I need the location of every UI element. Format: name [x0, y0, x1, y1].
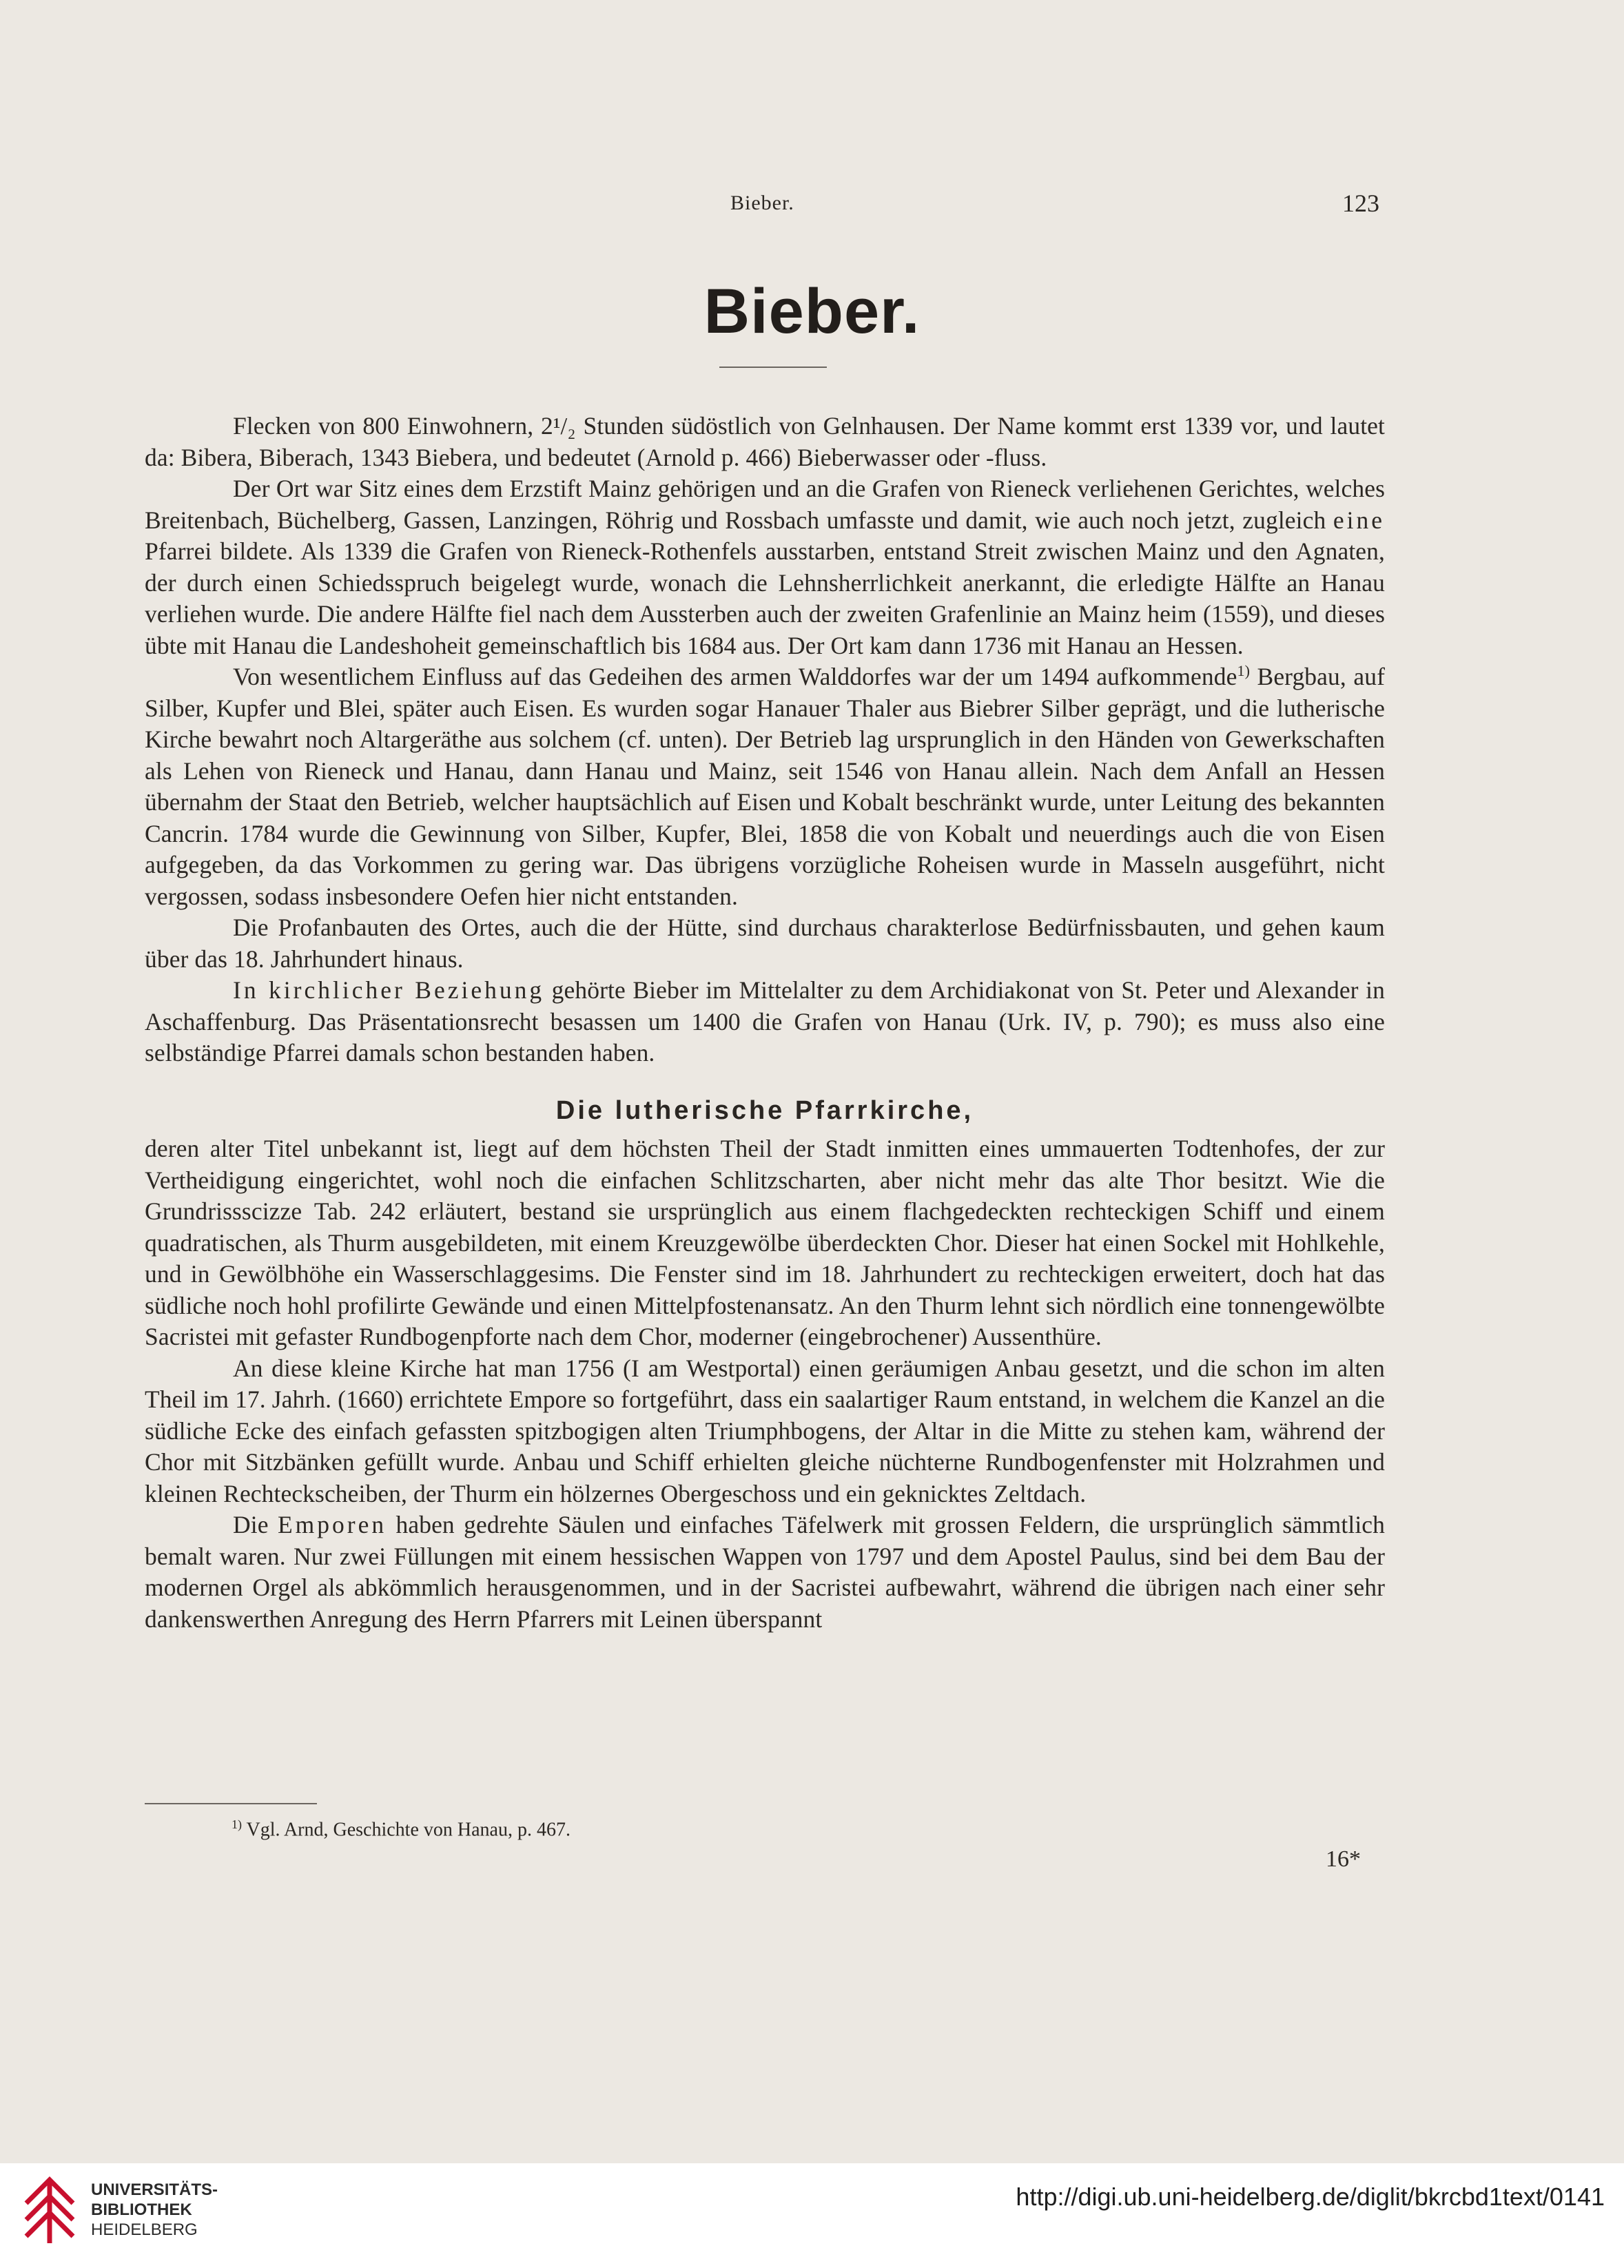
text-run: Von wesentlichem Einfluss auf das Gedeihen des armen Walddorfes war der um 1494 aufkommende: [233, 663, 1237, 690]
library-name-line: BIBLIOTHEK: [91, 2200, 192, 2219]
footnote-text: Vgl. Arnd, Geschichte von Hanau, p. 467.: [242, 1819, 571, 1841]
footnote-mark: 1): [232, 1817, 242, 1831]
permalink-url[interactable]: http://digi.ub.uni-heidelberg.de/diglit/bkrcbd1text/0141: [1016, 2183, 1605, 2211]
library-name-line: UNIVERSITÄTS-: [91, 2181, 218, 2199]
footnote-rule: [145, 1803, 317, 1804]
paragraph-kirchlich: [145, 975, 1385, 1069]
paragraph-history: [145, 473, 1385, 661]
text-run: Flecken von 800 Einwohnern, 2: [233, 412, 553, 440]
text-run: Stunden südöstlich von Gelnhausen. Der Name kommt erst 1339 vor, und lautet da: Bibera, Biberach, 1343 Biebera, und bedeutet (Arnold p. 466) Bieberwasser oder -fluss.: [145, 412, 1385, 471]
paragraph-church-description: deren alter Titel unbekannt ist, liegt auf dem höchsten Theil der Stadt inmitten eines ummauerten Todtenhofes, der zur Vertheidigung eingerichtet, wohl noch die einfachen Schlitzscharten, aber nicht mehr das alte Thor besitzt. Wie die Grundrissscizze Tab. 242 erläutert, bestand sie ursprünglich aus einem flachgedeckten rechteckigen Schiff und einem quadratischen, als Thurm ausgebildeten, mit einem Kreuzgewölbe überdeckten Chor. Dieser hat einen Sockel mit Hohlkehle, und in Gewölbhöhe ein Wasserschlaggesims. Die Fenster sind im 18. Jahrhundert zu rechteckigen erweitert, doch hat das südliche noch hohl profilirte Gewände und einen Mittelpfostenansatz. An den Thurm lehnt sich nördlich eine tonnengewölbte Sacristei mit gefaster Rundbogenpforte nach dem Chor, moderner (eingebrochener) Aussenthüre.: [145, 1135, 1385, 1350]
signature-mark: 16*: [1326, 1846, 1361, 1872]
title-rule: [719, 367, 827, 368]
running-head: Bieber.: [730, 192, 794, 214]
text-run: Der Ort war Sitz eines dem Erzstift Mainz gehörigen und an die Grafen von Rieneck verliehenen Gerichtes, welches Breitenbach, Büchelberg, Gassen, Lanzingen, Röhrig und Rossbach umfasste und damit, wie auch noch jetzt, zugleich: [145, 475, 1385, 534]
paragraph-mining: [145, 661, 1385, 912]
spaced-text: eine: [1333, 506, 1385, 534]
page-number: 123: [1342, 189, 1379, 217]
paragraph-intro: [145, 411, 1385, 473]
spaced-text: Emporen: [277, 1511, 387, 1538]
footer-bar: [0, 2163, 1624, 2268]
spaced-text: In kirchlicher Beziehung: [233, 976, 545, 1004]
library-logo-icon[interactable]: [18, 2172, 81, 2249]
paragraph-emporen: [145, 1509, 1385, 1635]
text-run: haben gedrehte Säulen und einfaches Täfelwerk mit grossen Feldern, die ursprünglich sämmtlich bemalt waren. Nur zwei Füllungen mit einem hessischen Wappen von 1797 und dem Apostel Paulus, sind bei dem Bau der modernen Orgel als abkömmlich herausgenommen, und in der Sacristei aufbewahrt, während die übrigen nach einer sehr dankenswerthen Anregung des Herrn Pfarrers mit Leinen überspannt: [145, 1511, 1385, 1633]
library-name[interactable]: [91, 2180, 218, 2240]
text-run: gehörte Bieber im Mittelalter zu dem Archidiakonat von St. Peter und Alexander in Aschaffenburg. Das Präsentationsrecht besassen um 1400 die Grafen von Hanau (Urk. IV, p. 790); es muss also eine selbständige Pfarrei damals schon bestanden haben.: [145, 976, 1385, 1066]
paragraph-church-extension: An diese kleine Kirche hat man 1756 (I am Westportal) einen geräumigen Anbau gesetzt, und die schon im alten Theil im 17. Jahrh. (1660) errichtete Empore so fortgeführt, dass ein saalartiger Raum entstand, in welchem die Kanzel an die südliche Ecke des einfach gefassten spitzbogigen alten Triumphbogens, der Altar in die Mitte zu stehen kam, während der Chor mit Sitzbänken gefüllt wurde. Anbau und Schiff erhielten gleiche nüchterne Rundbogenfenster mit Holzrahmen und kleinen Rechteckscheiben, der Thurm ein hölzernes Obergeschoss und ein geknicktes Zeltdach.: [145, 1354, 1385, 1507]
footnote: [232, 1817, 571, 1841]
fraction: ¹/₂: [553, 413, 576, 440]
text-run: Bergbau, auf Silber, Kupfer und Blei, später auch Eisen. Es wurden sogar Hanauer Thaler aus Biebrer Silber geprägt, und die lutherische Kirche bewahrt noch Altargeräthe aus solchem (cf. unten). Der Betrieb lag ursprunglich in den Händen von Gewerkschaften als Lehen von Rieneck und Hanau, dann Hanau und Mainz, seit 1546 von Hanau allein. Nach dem Anfall an Hessen übernahm der Staat den Betrieb, welcher hauptsächlich auf Eisen und Kobalt beschränkt wurde, unter Leitung des bekannten Cancrin. 1784 wurde die Gewinnung von Silber, Kupfer, Blei, 1858 die von Kobalt und neuerdings auch die von Eisen aufgegeben, da das Vorkommen zu gering war. Das übrigens vorzügliche Roheisen wurde in Masseln ausgeführt, nicht vergossen, sodass insbesondere Oefen hier nicht entstanden.: [145, 663, 1385, 910]
library-name-line: HEIDELBERG: [91, 2220, 198, 2239]
text-run: Die: [233, 1511, 278, 1538]
paragraph-profanbauten: Die Profanbauten des Ortes, auch die der Hütte, sind durchaus charakterlose Bedürfnissbauten, und gehen kaum über das 18. Jahrhundert hinaus.: [145, 914, 1385, 973]
text-run: Pfarrei bildete. Als 1339 die Grafen von Rieneck-Rothenfels ausstarben, entstand Streit zwischen Mainz und den Agnaten, der durch einen Schiedsspruch beigelegt wurde, wonach die Lehnsherrlichkeit anerkannt, die erledigte Hälfte an Hanau verliehen wurde. Die andere Hälfte fiel nach dem Aussterben auch der zweiten Grafenlinie an Mainz heim (1559), und dieses übte mit Hanau die Landeshoheit gemeinschaftlich bis 1684 aus. Der Ort kam dann 1736 mit Hanau an Hessen.: [145, 537, 1385, 659]
section-heading: Die lutherische Pfarrkirche,: [555, 1095, 974, 1125]
footnote-reference: 1): [1237, 662, 1251, 680]
body-text: [145, 411, 1385, 1635]
page-title: Bieber.: [703, 276, 921, 347]
